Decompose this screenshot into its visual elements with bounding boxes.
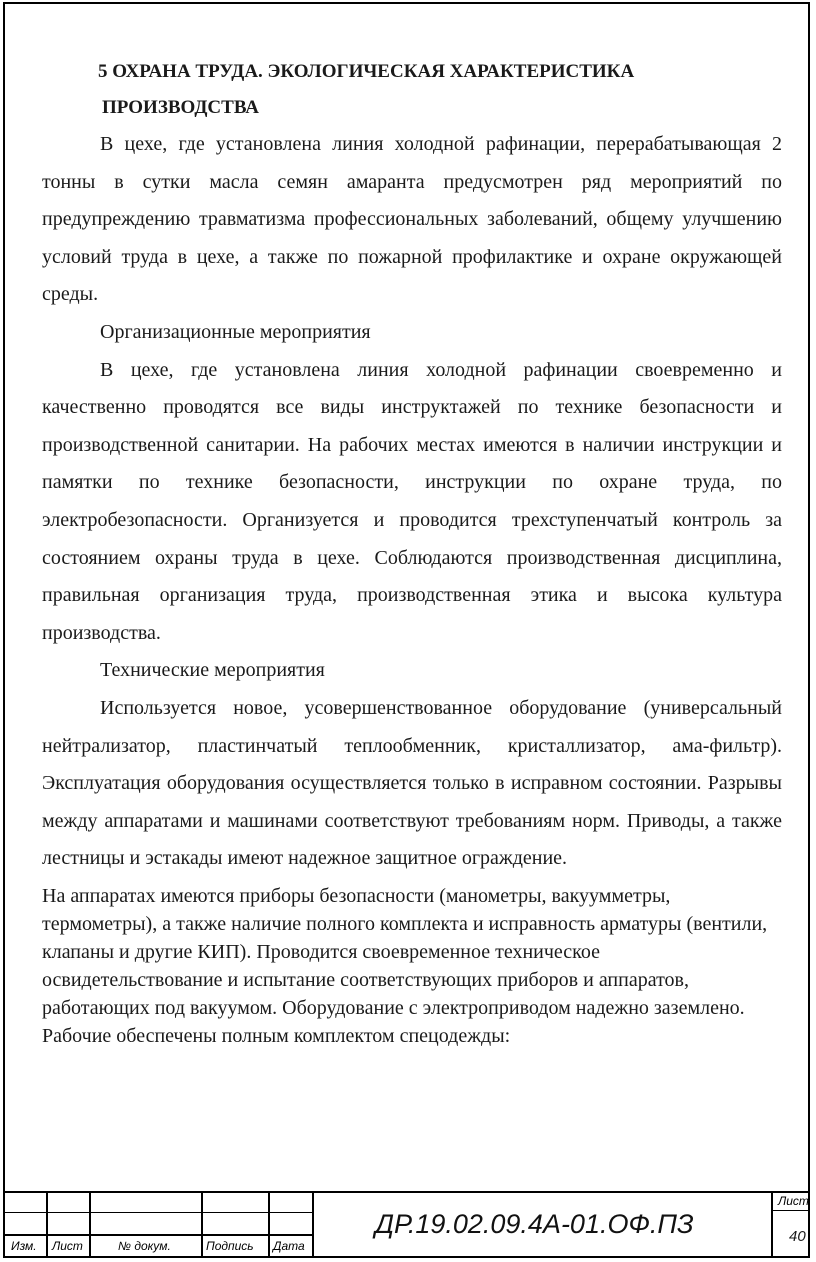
stamp-col-list: Лист — [52, 1239, 83, 1253]
section-heading — [42, 54, 782, 126]
stamp-divider — [771, 1191, 773, 1258]
stamp-col-dokum: № докум. — [118, 1239, 171, 1253]
stamp-divider — [312, 1191, 314, 1258]
document-code: ДР.19.02.09.4А-01.ОФ.ПЗ — [375, 1209, 694, 1239]
stamp-col-podpis: Подпись — [206, 1239, 254, 1253]
document-body — [42, 54, 782, 1050]
paragraph-technical: Используется новое, усовершенствованное оборудование (универсальный нейтрализатор, пластинчатый теплообменник, кристаллизатор, ама-фильтр). Эксплуатация оборудования осуществляется только в исправном состоянии. Разрывы между аппаратами и машинами соответствуют требованиям норм. Приводы, а также лестницы и эстакады имеют надежное защитное ограждение. — [42, 696, 782, 870]
stamp-divider — [46, 1191, 48, 1258]
stamp-col-izm: Изм. — [11, 1239, 37, 1253]
stamp-row-line — [3, 1212, 313, 1213]
stamp-col-data: Дата — [273, 1239, 305, 1253]
paragraph-intro: В цехе, где установлена линия холодной рафинации, перерабатывающая 2 тонны в сутки масла семян амаранта предусмотрен ряд мероприятий по предупреждению травматизма профессиональных заболеваний, общему улучшению условий труда в цехе, а также по пожарной профилактике и охране окружающей среды. — [42, 133, 782, 306]
sheet-label: Лист — [778, 1194, 809, 1208]
paragraph-equipment: На аппаратах имеются приборы безопасности (манометры, вакуумметры, термометры), а также наличие полного комплекта и исправность арматуры (вентили, клапаны и другие КИП). Проводится своевременное техническое освидетельствование и испытание соответствующих приборов и аппаратов, работающих под вакуумом. Оборудование с электроприводом надежно заземлено. Рабочие обеспечены полным комплектом спецодежды: — [42, 884, 768, 1047]
heading-line-2: ПРОИЗВОДСТВА — [102, 97, 260, 118]
sheet-number: 40 — [789, 1228, 806, 1245]
title-block-stamp — [3, 1191, 810, 1258]
heading-line-1: 5 ОХРАНА ТРУДА. ЭКОЛОГИЧЕСКАЯ ХАРАКТЕРИСТИКА — [98, 61, 635, 82]
stamp-top-border — [3, 1191, 810, 1193]
subheading-technical: Технические мероприятия — [100, 659, 325, 682]
stamp-sheet-line — [772, 1210, 810, 1211]
stamp-row-line — [3, 1234, 313, 1236]
stamp-divider — [89, 1191, 91, 1258]
subheading-organizational: Организационные мероприятия — [100, 320, 371, 343]
stamp-divider — [201, 1191, 203, 1258]
stamp-divider — [268, 1191, 270, 1258]
paragraph-organizational: В цехе, где установлена линия холодной рафинации своевременно и качественно проводятся все виды инструктажей по технике безопасности и производственной санитарии. На рабочих местах имеются в наличии инструкции и памятки по технике безопасности, инструкции по охране труда, по электробезопасности. Организуется и проводится трехступенчатый контроль за состоянием охраны труда в цехе. Соблюдаются производственная дисциплина, правильная организация труда, производственная этика и высока культура производства. — [42, 358, 782, 644]
